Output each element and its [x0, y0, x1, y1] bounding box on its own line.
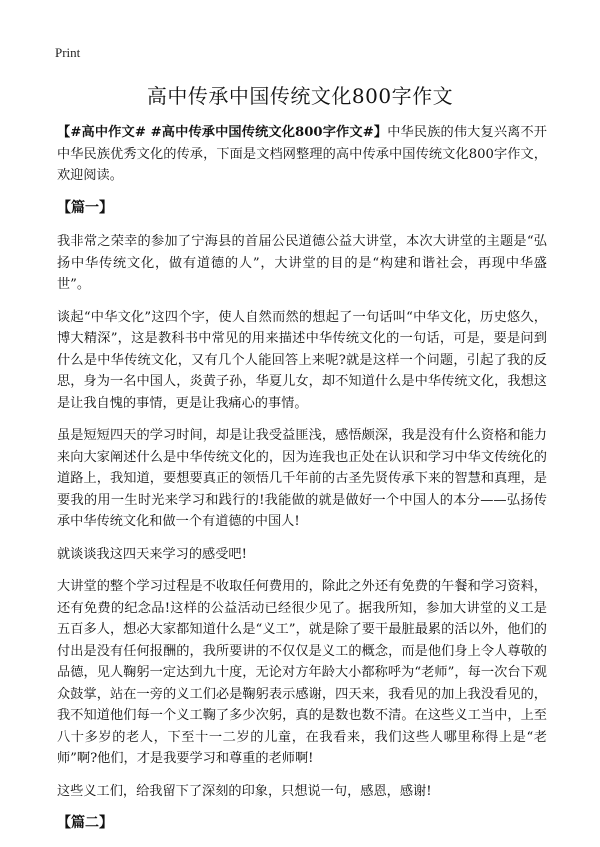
section-heading-2: 【篇二】 [57, 815, 113, 831]
document-title: 高中传承中国传统文化800字作文 [146, 84, 454, 108]
paragraph: 虽是短短四天的学习时间，却是让我受益匪浅，感悟颇深，我是没有什么资格和能力来向大家阐述什么是中华传统文化的，因为连我也正处在认识和学习中华文传统化的道路上，我知道，要想要真正的领悟几千年前的古圣先贤传承下来的智慧和真理，是要我的用一生时光来学习和践行的!我能做的就是做好一个中国人的本分——弘扬传承中华传统文化和做一个有道德的中国人! [57, 428, 547, 529]
paragraph: 这些义工们，给我留下了深刻的印象，只想说一句，感恩，感谢! [57, 783, 432, 799]
section-heading-1: 【篇一】 [57, 199, 113, 216]
intro-text: 中华民族的伟大复兴离不开中华民族优秀文化的传承，下面是文档网整理的高中传承中国传统文化800字作文，欢迎阅读。 [57, 125, 547, 183]
paragraph: 我非常之荣幸的参加了宁海县的首届公民道德公益大讲堂，本次大讲堂的主题是“弘扬中华传统文化，做有道德的人”，大讲堂的目的是“构建和谐社会，再现中华盛世”。 [57, 234, 547, 292]
paragraph: 谈起“中华文化”这四个字，使人自然而然的想起了一句话叫“中华文化，历史悠久，博大精深”，这是教科书中常见的用来描述中华传统文化的一句话，可是，要是问到什么是中华传统文化，又有几个人能回答上来呢?就是这样一个问题，引起了我的反思，身为一名中国人，炎黄子孙，华夏儿女，却不知道什么是中华传统文化，我想这是让我自愧的事情，更是让我痛心的事情。 [57, 309, 547, 411]
intro-paragraph [57, 122, 547, 187]
document-body [57, 122, 547, 847]
print-link[interactable]: Print [55, 45, 81, 60]
paragraph: 大讲堂的整个学习过程是不收取任何费用的，除此之外还有免费的午餐和学习资料，还有免费的纪念品!这样的公益活动已经很少见了。据我所知，参加大讲堂的义工是五百多人，想必大家都知道什么是“义工”，就是除了要干最脏最累的活以外，他们的付出是没有任何报酬的，我所要讲的不仅仅是义工的概念，而是他们身上令人尊敬的品德，见人鞠躬一定达到九十度，无论对方年龄大小都称呼为“老师”，每一次台下观众鼓掌，站在一旁的义工们必是鞠躬表示感谢，四天来，我看见的加上我没看见的，我不知道他们每一个义工鞠了多少次躬，真的是数也数不清。在这些义工当中，上至八十多岁的老人，下至十一二岁的儿童，在我看来，我们这些人哪里称得上是“老师”啊?他们，才是我要学习和尊重的老师啊! [57, 579, 547, 766]
paragraph: 就谈谈我这四天来学习的感受吧! [57, 546, 247, 562]
intro-tag: 【#高中作文# #高中传承中国传统文化800字作文#】 [57, 125, 388, 140]
